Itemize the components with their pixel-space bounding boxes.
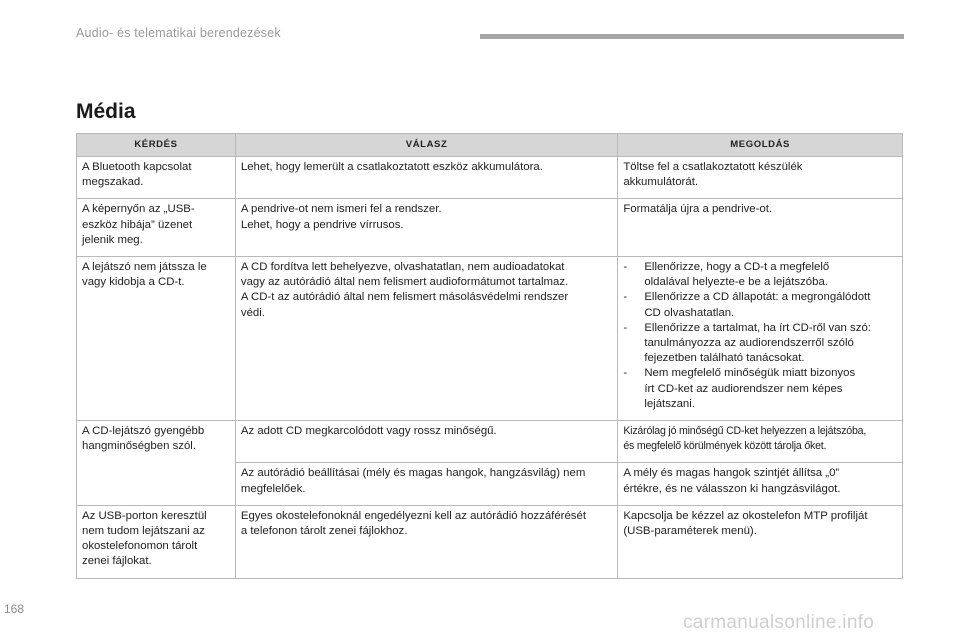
troubleshooting-table — [76, 133, 903, 579]
column-header-answer: VÁLASZ — [235, 134, 617, 157]
cell-line: A lejátszó nem játssza le — [82, 261, 207, 274]
page-number: 168 — [4, 602, 25, 616]
table-row — [77, 157, 903, 199]
bullet-dash: - — [623, 291, 628, 304]
question-cell — [77, 505, 236, 578]
cell-line: vagy az autórádió által nem felismert audioformátumot tartalmaz. — [240, 276, 569, 289]
cell-line: megfelelőek. — [240, 482, 306, 495]
cell-line: Az autórádió beállításai (mély és magas hangok, hangzásvilág) nem — [240, 467, 586, 480]
cell-line: Egyes okostelefonoknál engedélyezni kell az autórádió hozzáférését — [240, 509, 586, 522]
bullet-item — [623, 366, 898, 412]
cell-line: CD olvashatatlan. — [644, 306, 735, 319]
solution-cell — [618, 199, 903, 257]
solution-cell — [618, 421, 903, 463]
table-row — [77, 257, 903, 421]
cell-line: Lehet, hogy lemerült a csatlakoztatott eszköz akkumulátora. — [240, 161, 543, 173]
header-rule — [480, 34, 904, 39]
cell-line: A pendrive-ot nem ismeri fel a rendszer. — [240, 203, 442, 216]
cell-line: jelenik meg. — [82, 233, 143, 246]
cell-line: Lehet, hogy a pendrive vírrusos. — [240, 218, 404, 231]
page-title: Média — [76, 100, 136, 123]
table-row — [77, 421, 903, 463]
cell-line: hangminőségben szól. — [82, 440, 196, 453]
watermark-text: carmanualsonline.info — [683, 612, 875, 633]
cell-line: nem tudom lejátszani az — [82, 525, 205, 538]
bullet-item — [623, 260, 898, 290]
answer-cell — [235, 463, 617, 505]
cell-line: Kizárólag jó minőségű CD-ket helyezzen a lejátszóba, — [623, 425, 867, 438]
answer-cell — [235, 199, 617, 257]
cell-line: Formatálja újra a pendrive-ot. — [623, 203, 773, 216]
solution-cell — [618, 505, 903, 578]
cell-line: Ellenőrizze a CD állapotát: a megrongálódott — [644, 291, 871, 304]
cell-line: Az USB-porton keresztül — [82, 509, 207, 522]
cell-line: A CD-lejátszó gyengébb — [82, 425, 205, 438]
bullet-dash: - — [623, 261, 628, 274]
answer-cell — [235, 157, 617, 199]
cell-line: akkumulátorát. — [623, 176, 699, 189]
cell-line: Az adott CD megkarcolódott vagy rossz minőségű. — [240, 425, 497, 438]
cell-line: okostelefonomon tárolt — [82, 540, 198, 553]
cell-line: írt CD-ket az audiorendszer nem képes — [644, 382, 843, 395]
solution-cell — [618, 463, 903, 505]
cell-line: (USB-paraméterek menü). — [623, 525, 757, 538]
cell-line: vagy kidobja a CD-t. — [82, 276, 185, 289]
cell-line: tanulmányozza az audiorendszerről szóló — [644, 337, 854, 350]
cell-line: A Bluetooth kapcsolat — [82, 161, 192, 173]
question-cell — [77, 157, 236, 199]
bullet-dash: - — [623, 321, 628, 334]
cell-line: A CD fordítva lett behelyezve, olvashatatlan, nem audioadatokat — [240, 261, 565, 274]
column-header-question: KÉRDÉS — [77, 134, 236, 157]
cell-line: A CD-t az autórádió által nem felismert másolásvédelmi rendszer — [240, 291, 569, 304]
cell-line: Ellenőrizze, hogy a CD-t a megfelelő — [644, 261, 830, 274]
column-header-solution: MEGOLDÁS — [618, 134, 903, 157]
running-header: Audio- és telematikai berendezések — [76, 26, 281, 40]
answer-cell — [235, 421, 617, 463]
cell-line: A mély és magas hangok szintjét állítsa „0” — [623, 467, 840, 480]
table-row — [77, 199, 903, 257]
cell-line: védi. — [240, 306, 265, 319]
table-row — [77, 505, 903, 578]
answer-cell — [235, 257, 617, 421]
bullet-item — [623, 321, 898, 367]
cell-line: oldalával helyezte-e be a lejátszóba. — [644, 276, 828, 289]
table-header-row — [77, 134, 903, 157]
question-cell — [77, 199, 236, 257]
solution-cell — [618, 157, 903, 199]
cell-line: Ellenőrizze a tartalmat, ha írt CD-ről van szó: — [644, 321, 871, 334]
cell-line: zenei fájlokat. — [82, 555, 152, 568]
bullet-item — [623, 290, 898, 320]
bullet-dash: - — [623, 367, 628, 380]
cell-line: megszakad. — [82, 176, 144, 189]
cell-line: és megfelelő körülmények között tárolja őket. — [623, 440, 827, 453]
cell-line: a telefonon tárolt zenei fájlokhoz. — [240, 525, 408, 538]
solution-cell — [618, 257, 903, 421]
cell-line: lejátszani. — [644, 397, 695, 410]
cell-line: Kapcsolja be kézzel az okostelefon MTP profilját — [623, 509, 868, 522]
cell-line: A képernyőn az „USB- — [82, 203, 195, 216]
question-cell — [77, 257, 236, 421]
cell-line: eszköz hibája” üzenet — [82, 218, 193, 231]
cell-line: Nem megfelelő minőségük miatt bizonyos — [644, 367, 856, 380]
cell-line: fejezetben található tanácsokat. — [644, 352, 805, 365]
cell-line: Töltse fel a csatlakoztatott készülék — [623, 161, 803, 173]
question-cell — [77, 421, 236, 506]
answer-cell — [235, 505, 617, 578]
solution-bullet-list — [623, 260, 898, 412]
cell-line: értékre, és ne válasszon ki hangzásvilágot. — [623, 482, 841, 495]
